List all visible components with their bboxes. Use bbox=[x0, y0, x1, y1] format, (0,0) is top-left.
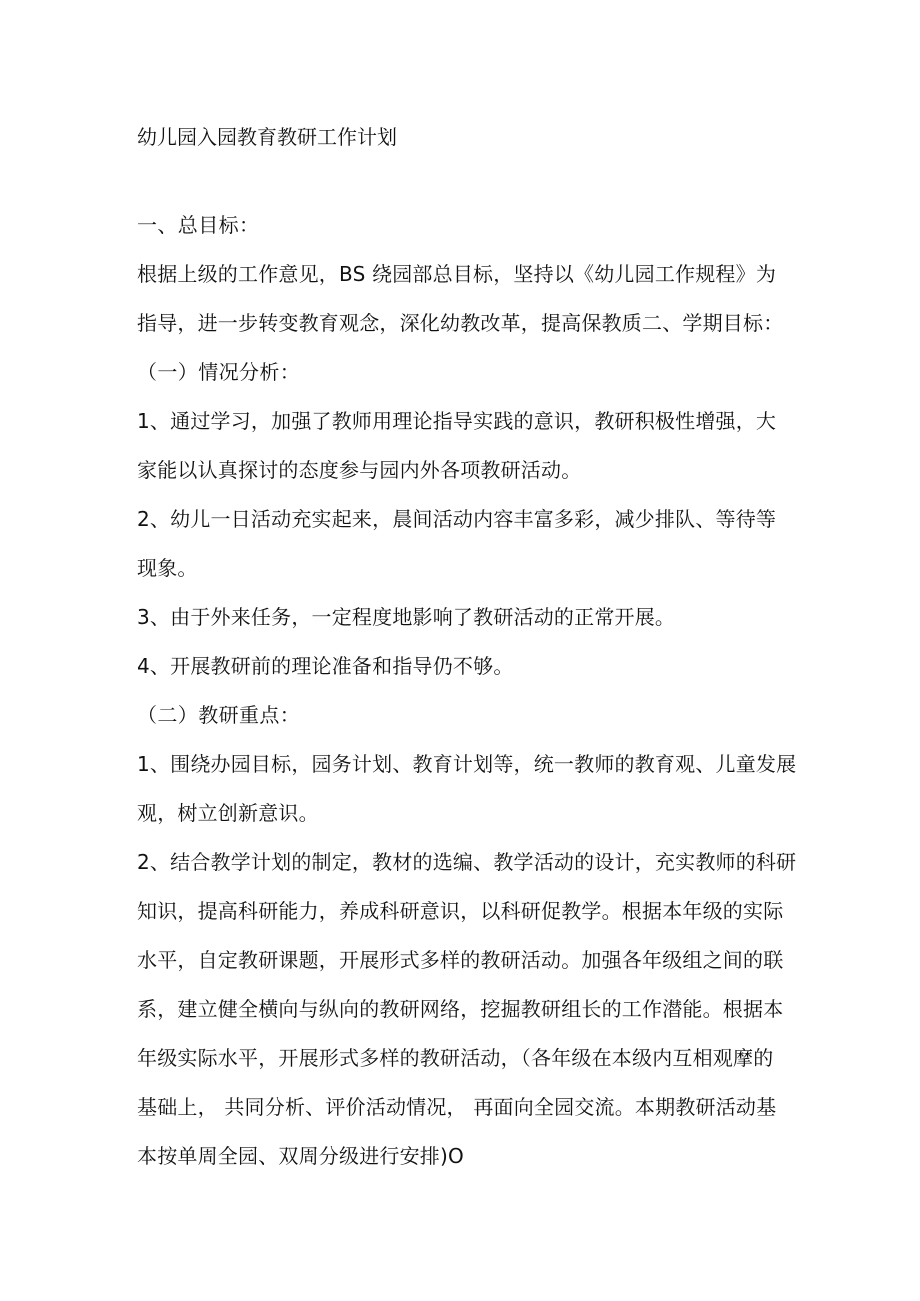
paragraph-line: 2、结合教学计划的制定，教材的选编、教学活动的设计，充实教师的科研 bbox=[137, 850, 797, 874]
paragraph-line: 本按单周全园、双周分级进行安排)O bbox=[137, 1144, 464, 1168]
paragraph-line: 4、开展教研前的理论准备和指导仍不够。 bbox=[137, 654, 514, 678]
paragraph-line: 3、由于外来任务，一定程度地影响了教研活动的正常开展。 bbox=[137, 605, 676, 629]
document-title: 幼儿园入园教育教研工作计划 bbox=[137, 125, 397, 149]
paragraph-line: 指导，进一步转变教育观念，深化幼教改革，提高保教质二、学期目标： bbox=[137, 311, 784, 335]
subsection-heading-focus: （二）教研重点： bbox=[137, 703, 301, 727]
document-body bbox=[137, 213, 797, 1193]
paragraph-line: 1、围绕办园目标，园务计划、教育计划等，统一教师的教育观、儿童发展 bbox=[137, 752, 797, 776]
paragraph-line: 系，建立健全横向与纵向的教研网络，挖掘教研组长的工作潜能。根据本 bbox=[137, 997, 784, 1021]
paragraph-line: 基础上， 共同分析、评价活动情况， 再面向全园交流。本期教研活动基 bbox=[137, 1095, 777, 1119]
section-heading-goals: 一、总目标： bbox=[137, 213, 260, 237]
paragraph-line: 家能以认真探讨的态度参与园内外各项教研活动。 bbox=[137, 458, 582, 482]
paragraph-line: 年级实际水平，开展形式多样的教研活动，（各年级在本级内互相观摩的 bbox=[137, 1046, 774, 1070]
paragraph-line: 水平，自定教研课题，开展形式多样的教研活动。加强各年级组之间的联 bbox=[137, 948, 784, 972]
paragraph-line: 2、幼儿一日活动充实起来，晨间活动内容丰富多彩，减少排队、等待等 bbox=[137, 507, 777, 531]
subsection-heading-analysis: （一）情况分析： bbox=[137, 360, 301, 384]
paragraph-line: 知识，提高科研能力，养成科研意识，以科研促教学。根据本年级的实际 bbox=[137, 899, 784, 923]
paragraph-line: 现象。 bbox=[137, 556, 198, 580]
paragraph-line: 根据上级的工作意见，BS 绕园部总目标，坚持以《幼儿园工作规程》为 bbox=[137, 262, 777, 286]
paragraph-line: 1、通过学习，加强了教师用理论指导实践的意识，教研积极性增强，大 bbox=[137, 409, 777, 433]
paragraph-line: 观，树立创新意识。 bbox=[137, 801, 319, 825]
